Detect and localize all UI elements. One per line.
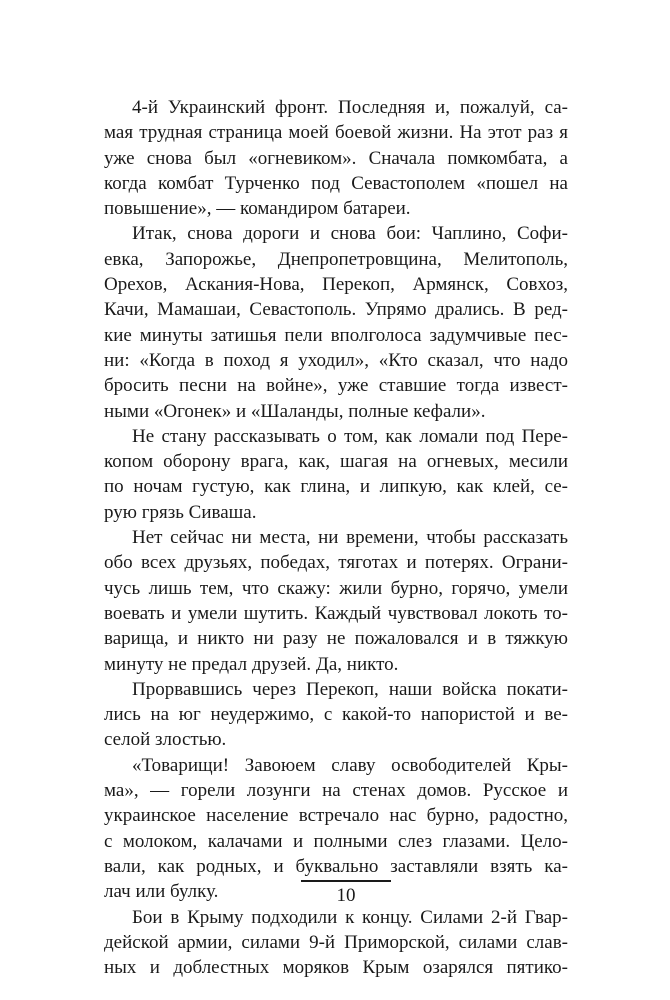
- text-line: лись на юг неудержимо, с какой-то напористой и ве-: [104, 704, 568, 726]
- text-line: по ночам густую, как глина, и липкую, как клей, се-: [104, 476, 568, 498]
- text-line: обо всех друзьях, победах, тяготах и потерях. Ограни-: [104, 552, 568, 574]
- text-line: евка, Запорожье, Днепропетровщина, Мелитополь,: [104, 248, 568, 270]
- text-line: рую грязь Сиваша.: [104, 501, 257, 523]
- text-line: варища, и никто ни разу не пожаловался и в тяжкую: [104, 628, 568, 650]
- footer-rule: [301, 880, 391, 882]
- paragraph: [104, 424, 568, 525]
- text-line: Итак, снова дороги и снова бои: Чаплино, Софи-: [132, 223, 568, 245]
- text-line: Бои в Крыму подходили к концу. Силами 2-й Гвар-: [132, 906, 568, 928]
- text-line: Качи, Мамашаи, Севастополь. Упрямо дрались. В ред-: [104, 299, 568, 321]
- paragraph: [104, 525, 568, 677]
- text-line: ма», — горели лозунги на стенах домов. Русское и: [104, 780, 568, 802]
- paragraph: [104, 905, 568, 981]
- text-line: когда комбат Турченко под Севастополем «пошел на: [104, 172, 568, 194]
- text-line: Прорвавшись через Перекоп, наши войска покати-: [132, 678, 568, 700]
- text-line: дейской армии, силами 9-й Приморской, силами слав-: [104, 931, 568, 953]
- text-line: мая трудная страница моей боевой жизни. На этот раз я: [104, 122, 568, 144]
- text-line: копом оборону врага, как, шагая на огневых, месили: [104, 451, 568, 473]
- text-line: ных и доблестных моряков Крым озарялся пятико-: [104, 957, 568, 979]
- text-line: Нет сейчас ни места, ни времени, чтобы рассказать: [132, 527, 568, 549]
- text-line: 4-й Украинский фронт. Последняя и, пожалуй, са-: [132, 97, 568, 118]
- page-number: 10: [336, 885, 356, 906]
- text-line: уже снова был «огневиком». Сначала помкомбата, а: [104, 147, 568, 169]
- text-line: ни: «Когда в поход я уходил», «Кто сказал, что надо: [104, 349, 568, 371]
- text-line: селой злостью.: [104, 729, 227, 751]
- paragraph: [104, 221, 568, 423]
- text-line: кие минуты затишья пели вполголоса задумчивые пес-: [104, 324, 568, 346]
- text-line: Орехов, Аскания-Нова, Перекоп, Армянск, Совхоз,: [104, 274, 568, 296]
- paragraph: [104, 677, 568, 753]
- text-line: лач или булку.: [104, 881, 219, 903]
- text-line: воевать и умели шутить. Каждый чувствовал локоть то-: [104, 602, 568, 624]
- text-line: повышение», — командиром батареи.: [104, 198, 411, 220]
- text-line: чусь лишь тем, что скажу: жили бурно, горячо, умели: [104, 577, 568, 599]
- text-line: минуту не предал друзей. Да, никто.: [104, 653, 399, 675]
- text-line: «Товарищи! Завоюем славу освободителей Кры-: [132, 754, 568, 776]
- body-text: [104, 95, 568, 980]
- text-line: с молоком, калачами и полными слез глазами. Цело-: [104, 830, 568, 852]
- paragraph: [104, 95, 568, 221]
- text-line: украинское население встречало нас бурно, радостно,: [104, 805, 568, 827]
- text-line: вали, как родных, и буквально заставляли взять ка-: [104, 855, 568, 877]
- text-line: Не стану рассказывать о том, как ломали под Пере-: [132, 425, 568, 447]
- text-line: ными «Огонек» и «Шаланды, полные кефали».: [104, 400, 486, 422]
- text-line: бросить песни на войне», уже ставшие тогда извест-: [104, 375, 568, 397]
